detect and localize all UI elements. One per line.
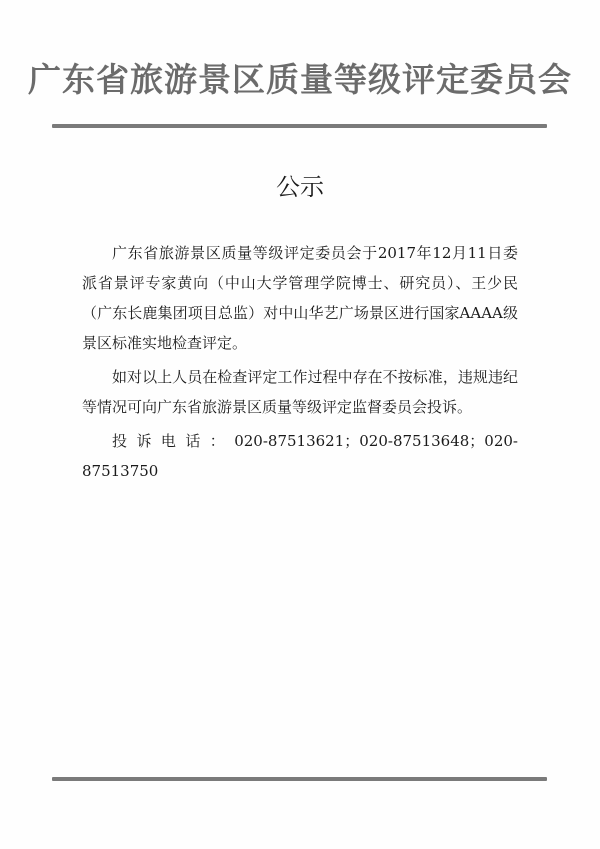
organization-header: 广东省旅游景区质量等级评定委员会	[28, 60, 572, 99]
footer-divider	[52, 777, 547, 781]
notice-paragraph-phone: 投诉电话：020-87513621；020-87513648；020-87513750	[82, 432, 518, 480]
header-divider	[52, 124, 547, 128]
notice-body	[82, 238, 518, 490]
notice-paragraph-inspection: 广东省旅游景区质量等级评定委员会于2017年12月11日委派省景评专家黄向（中山大学管理学院博士、研究员）、王少民（广东长鹿集团项目总监）对中山华艺广场景区进行国家AAAA级景区标准实地检查评定。	[82, 244, 518, 352]
notice-paragraph-complaint: 如对以上人员在检查评定工作过程中存在不按标准，违规违纪等情况可向广东省旅游景区质量等级评定监督委员会投诉。	[82, 368, 518, 416]
notice-title: 公示	[276, 173, 324, 201]
